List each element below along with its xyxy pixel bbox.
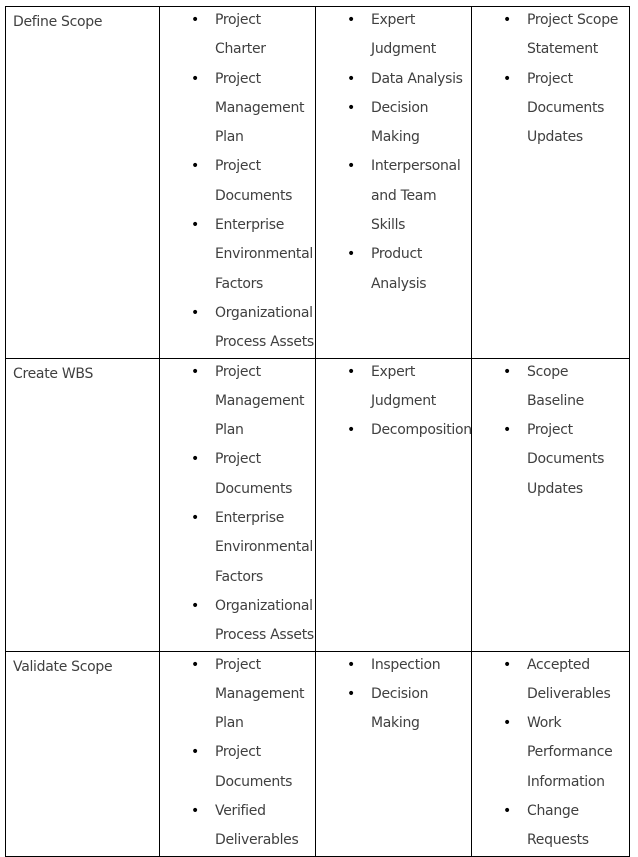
list-item: • Product Analysis bbox=[371, 240, 471, 299]
list-item: • Expert Judgment bbox=[371, 358, 471, 417]
outputs-cell bbox=[472, 7, 630, 359]
list-item: • Decision Making bbox=[371, 680, 471, 739]
list-item: • Data Analysis bbox=[371, 65, 471, 94]
inputs-list bbox=[160, 358, 315, 651]
tools-cell bbox=[316, 7, 472, 359]
list-item: • Decision Making bbox=[371, 94, 471, 153]
list-item: • Organizational Process Assets bbox=[215, 592, 315, 651]
list-item: • Expert Judgment bbox=[371, 6, 471, 65]
list-item: • Project Management Plan bbox=[215, 651, 315, 739]
process-cell bbox=[6, 7, 160, 359]
tools-list bbox=[316, 651, 471, 739]
tools-list bbox=[316, 6, 471, 299]
table-row bbox=[6, 7, 630, 359]
inputs-cell bbox=[160, 651, 316, 856]
list-item: • Organizational Process Assets bbox=[215, 299, 315, 358]
list-item: • Enterprise Environmental Factors bbox=[215, 504, 315, 592]
scope-process-table bbox=[5, 6, 630, 857]
list-item: • Project Scope Statement bbox=[527, 6, 629, 65]
outputs-cell bbox=[472, 358, 630, 651]
list-item: • Project Management Plan bbox=[215, 65, 315, 153]
process-name: Create WBS bbox=[13, 365, 94, 382]
inputs-list bbox=[160, 651, 315, 856]
list-item: • Inspection bbox=[371, 651, 471, 680]
table-row bbox=[6, 358, 630, 651]
outputs-list bbox=[472, 651, 629, 856]
inputs-list bbox=[160, 6, 315, 358]
process-cell bbox=[6, 358, 160, 651]
list-item: • Enterprise Environmental Factors bbox=[215, 211, 315, 299]
outputs-cell bbox=[472, 651, 630, 856]
list-item: • Project Documents bbox=[215, 738, 315, 797]
tools-list bbox=[316, 358, 471, 446]
list-item: • Accepted Deliverables bbox=[527, 651, 629, 710]
inputs-cell bbox=[160, 7, 316, 359]
list-item: • Decomposition bbox=[371, 416, 471, 445]
process-name: Define Scope bbox=[13, 14, 103, 30]
tools-cell bbox=[316, 651, 472, 856]
list-item: • Project Documents Updates bbox=[527, 65, 629, 153]
list-item: • Project Documents Updates bbox=[527, 416, 629, 504]
table-row bbox=[6, 651, 630, 856]
list-item: • Project Documents bbox=[215, 152, 315, 211]
process-cell bbox=[6, 651, 160, 856]
tools-cell bbox=[316, 358, 472, 651]
inputs-cell bbox=[160, 358, 316, 651]
list-item: • Change Requests bbox=[527, 797, 629, 856]
list-item: • Project Documents bbox=[215, 445, 315, 504]
list-item: • Scope Baseline bbox=[527, 358, 629, 417]
list-item: • Project Management Plan bbox=[215, 358, 315, 446]
list-item: • Work Performance Information bbox=[527, 709, 629, 797]
outputs-list bbox=[472, 6, 629, 152]
list-item: • Interpersonal and Team Skills bbox=[371, 152, 471, 240]
outputs-list bbox=[472, 358, 629, 504]
list-item: • Project Charter bbox=[215, 6, 315, 65]
process-name: Validate Scope bbox=[13, 658, 113, 675]
list-item: • Verified Deliverables bbox=[215, 797, 315, 856]
